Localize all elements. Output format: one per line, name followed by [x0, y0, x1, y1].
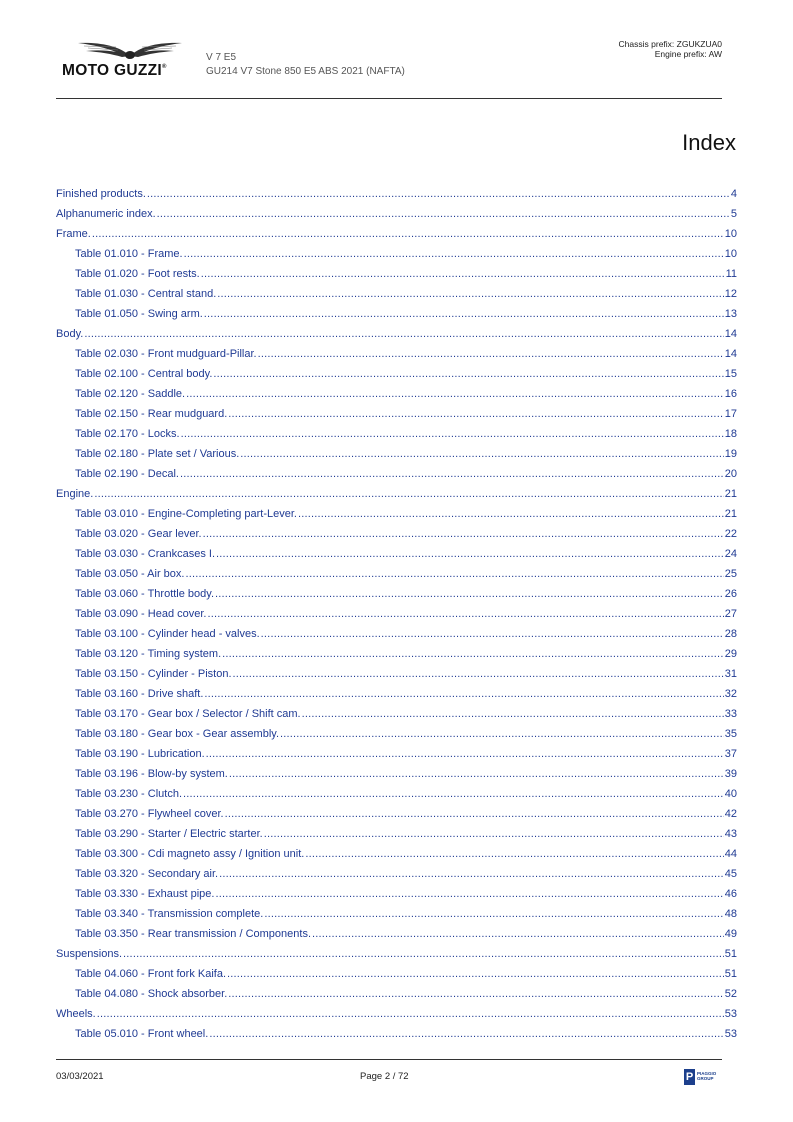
toc-leader-dots [298, 504, 724, 524]
toc-leader-dots [213, 364, 723, 384]
toc-subentry[interactable] [56, 564, 737, 584]
toc-entry[interactable] [56, 1004, 737, 1024]
toc-subentry[interactable] [56, 524, 737, 544]
eagle-wings-icon [76, 38, 184, 60]
toc-subentry[interactable] [56, 604, 737, 624]
toc-subentry[interactable] [56, 624, 737, 644]
model-name: V 7 E5 [206, 52, 237, 63]
footer-divider [56, 1059, 722, 1060]
toc-label[interactable]: Table 03.060 - Throttle body. [75, 588, 215, 600]
toc-subentry[interactable] [56, 1024, 737, 1044]
toc-page-number[interactable]: 14 [724, 328, 737, 340]
toc-page-number[interactable]: 11 [725, 268, 737, 280]
toc-subentry[interactable] [56, 584, 737, 604]
toc-subentry[interactable] [56, 384, 737, 404]
toc-leader-dots [215, 884, 723, 904]
toc-leader-dots [94, 484, 723, 504]
toc-leader-dots [302, 704, 724, 724]
toc-label[interactable]: Table 03.030 - Crankcases I. [75, 548, 216, 560]
toc-label[interactable]: Table 04.060 - Front fork Kaifa. [75, 968, 227, 980]
toc-subentry[interactable] [56, 844, 737, 864]
toc-label[interactable]: Engine. [56, 488, 94, 500]
toc-label[interactable]: Table 03.180 - Gear box - Gear assembly. [75, 728, 280, 740]
toc-page-number[interactable]: 20 [724, 468, 737, 480]
toc-leader-dots [209, 1024, 723, 1044]
toc-page-number[interactable]: 31 [724, 668, 737, 680]
toc-subentry[interactable] [56, 764, 737, 784]
toc-leader-dots [123, 944, 724, 964]
moto-guzzi-logo [62, 38, 198, 82]
toc-page-number[interactable]: 43 [724, 828, 737, 840]
toc-page-number[interactable]: 14 [724, 348, 737, 360]
page-number: Page 2 / 72 [360, 1071, 409, 1082]
toc-leader-dots [84, 324, 723, 344]
page-title: Index [682, 130, 736, 155]
toc-leader-dots [305, 844, 723, 864]
toc-leader-dots [229, 764, 724, 784]
toc-page-number[interactable]: 40 [724, 788, 737, 800]
chassis-prefix: Chassis prefix: ZGUKZUA0 [618, 39, 722, 49]
toc-leader-dots [222, 644, 724, 664]
toc-page-number[interactable]: 16 [724, 388, 737, 400]
piaggio-group-logo [684, 1069, 724, 1087]
toc-subentry[interactable] [56, 284, 737, 304]
toc-subentry[interactable] [56, 544, 737, 564]
toc-page-number[interactable]: 19 [724, 448, 737, 460]
toc-page-number[interactable]: 52 [724, 988, 737, 1000]
toc-label[interactable]: Table 03.320 - Secondary air. [75, 868, 219, 880]
toc-label[interactable]: Table 03.020 - Gear lever. [75, 528, 202, 540]
toc-leader-dots [185, 564, 723, 584]
toc-leader-dots [228, 404, 723, 424]
toc-leader-dots [233, 664, 724, 684]
toc-page-number[interactable]: 53 [724, 1008, 737, 1020]
toc-subentry[interactable] [56, 704, 737, 724]
toc-leader-dots [204, 304, 724, 324]
piaggio-logo-text: PIAGGIO GROUP [697, 1071, 717, 1081]
toc-subentry[interactable] [56, 884, 737, 904]
toc-page-number[interactable]: 44 [724, 848, 737, 860]
toc-page-number[interactable]: 12 [724, 288, 737, 300]
toc-label[interactable]: Table 01.050 - Swing arm. [75, 308, 203, 320]
toc-label[interactable]: Table 04.080 - Shock absorber. [75, 988, 228, 1000]
toc-subentry[interactable] [56, 464, 737, 484]
model-description: GU214 V7 Stone 850 E5 ABS 2021 (NAFTA) [206, 66, 405, 77]
toc-subentry[interactable] [56, 744, 737, 764]
toc-leader-dots [203, 524, 724, 544]
toc-leader-dots [216, 544, 724, 564]
toc-page-number[interactable]: 13 [724, 308, 737, 320]
toc-label[interactable]: Table 05.010 - Front wheel. [75, 1028, 209, 1040]
toc-subentry[interactable] [56, 504, 737, 524]
toc-leader-dots [201, 264, 725, 284]
toc-label[interactable]: Table 02.120 - Saddle. [75, 388, 186, 400]
toc-subentry[interactable] [56, 644, 737, 664]
toc-subentry[interactable] [56, 964, 737, 984]
toc-subentry[interactable] [56, 804, 737, 824]
toc-leader-dots [207, 604, 723, 624]
toc-entry[interactable] [56, 184, 737, 204]
toc-subentry[interactable] [56, 924, 737, 944]
toc-page-number[interactable]: 5 [730, 208, 737, 220]
toc-subentry[interactable] [56, 264, 737, 284]
toc-subentry[interactable] [56, 784, 737, 804]
toc-subentry[interactable] [56, 984, 737, 1004]
toc-leader-dots [280, 724, 724, 744]
toc-page-number[interactable]: 37 [724, 748, 737, 760]
toc-label[interactable]: Table 02.100 - Central body. [75, 368, 213, 380]
toc-label[interactable]: Table 03.150 - Cylinder - Piston. [75, 668, 232, 680]
toc-label[interactable]: Suspensions. [56, 948, 123, 960]
toc-leader-dots [217, 284, 723, 304]
toc-label[interactable]: Table 03.120 - Timing system. [75, 648, 222, 660]
toc-leader-dots [97, 1004, 724, 1024]
toc-label[interactable]: Frame. [56, 228, 91, 240]
toc-page-number[interactable]: 49 [724, 928, 737, 940]
toc-leader-dots [181, 424, 724, 444]
toc-leader-dots [227, 964, 724, 984]
toc-label[interactable]: Table 03.300 - Cdi magneto assy / Ignition unit. [75, 848, 305, 860]
toc-subentry[interactable] [56, 424, 737, 444]
toc-leader-dots [186, 384, 724, 404]
toc-page-number[interactable]: 39 [724, 768, 737, 780]
piaggio-logo-mark: P [685, 1071, 694, 1083]
header-divider [56, 98, 722, 99]
toc-label[interactable]: Table 03.090 - Head cover. [75, 608, 207, 620]
toc-subentry[interactable] [56, 824, 737, 844]
toc-subentry[interactable] [56, 664, 737, 684]
toc-subentry[interactable] [56, 864, 737, 884]
toc-label[interactable]: Table 03.100 - Cylinder head - valves. [75, 628, 260, 640]
toc-subentry[interactable] [56, 364, 737, 384]
toc-label[interactable]: Table 03.170 - Gear box / Selector / Shift cam. [75, 708, 301, 720]
toc-leader-dots [183, 784, 724, 804]
toc-label[interactable]: Table 03.290 - Starter / Electric starter. [75, 828, 263, 840]
toc-label[interactable]: Table 03.340 - Transmission complete. [75, 908, 264, 920]
toc-page-number[interactable]: 21 [724, 508, 737, 520]
toc-label[interactable]: Finished products. [56, 188, 146, 200]
toc-label[interactable]: Table 02.150 - Rear mudguard. [75, 408, 228, 420]
toc-page-number[interactable]: 42 [724, 808, 737, 820]
toc-page-number[interactable]: 32 [724, 688, 737, 700]
toc-leader-dots [219, 864, 724, 884]
toc-label[interactable]: Table 03.230 - Clutch. [75, 788, 183, 800]
toc-page-number[interactable]: 48 [724, 908, 737, 920]
toc-page-number[interactable]: 25 [724, 568, 737, 580]
toc-subentry[interactable] [56, 444, 737, 464]
toc-label[interactable]: Table 03.350 - Rear transmission / Components. [75, 928, 312, 940]
toc-page-number[interactable]: 18 [724, 428, 737, 440]
toc-page-number[interactable]: 10 [724, 248, 737, 260]
toc-label[interactable]: Table 02.180 - Plate set / Various. [75, 448, 240, 460]
toc-label[interactable]: Table 01.030 - Central stand. [75, 288, 217, 300]
toc-leader-dots [180, 464, 724, 484]
toc-leader-dots [261, 624, 724, 644]
toc-label[interactable]: Wheels. [56, 1008, 96, 1020]
toc-leader-dots [215, 584, 724, 604]
footer-date: 03/03/2021 [56, 1071, 104, 1082]
toc-label[interactable]: Table 01.010 - Frame. [75, 248, 183, 260]
toc-entry[interactable] [56, 224, 737, 244]
toc-leader-dots [147, 184, 730, 204]
toc-page-number[interactable]: 4 [730, 188, 737, 200]
toc-page-number[interactable]: 17 [724, 408, 737, 420]
toc-leader-dots [92, 224, 724, 244]
toc-label[interactable]: Table 03.330 - Exhaust pipe. [75, 888, 215, 900]
toc-label[interactable]: Table 03.270 - Flywheel cover. [75, 808, 224, 820]
toc-leader-dots [264, 904, 723, 924]
toc-label[interactable]: Table 03.190 - Lubrication. [75, 748, 205, 760]
toc-label[interactable]: Table 02.170 - Locks. [75, 428, 180, 440]
toc-label[interactable]: Body. [56, 328, 84, 340]
toc-page-number[interactable]: 51 [724, 968, 737, 980]
toc-leader-dots [312, 924, 724, 944]
table-of-contents [56, 184, 737, 1044]
toc-leader-dots [258, 344, 724, 364]
toc-leader-dots [184, 244, 724, 264]
toc-label[interactable]: Alphanumeric index. [56, 208, 156, 220]
toc-leader-dots [206, 744, 724, 764]
toc-leader-dots [204, 684, 723, 704]
toc-subentry[interactable] [56, 404, 737, 424]
toc-subentry[interactable] [56, 684, 737, 704]
toc-leader-dots [225, 804, 724, 824]
brand-wordmark: MOTO GUZZI® [62, 62, 167, 79]
toc-page-number[interactable]: 35 [724, 728, 737, 740]
toc-entry[interactable] [56, 204, 737, 224]
toc-page-number[interactable]: 51 [724, 948, 737, 960]
toc-page-number[interactable]: 46 [724, 888, 737, 900]
toc-page-number[interactable]: 45 [724, 868, 737, 880]
toc-page-number[interactable]: 24 [724, 548, 737, 560]
toc-page-number[interactable]: 29 [724, 648, 737, 660]
engine-prefix: Engine prefix: AW [654, 49, 722, 59]
toc-page-number[interactable]: 22 [724, 528, 737, 540]
toc-page-number[interactable]: 10 [724, 228, 737, 240]
toc-leader-dots [264, 824, 724, 844]
toc-label[interactable]: Table 02.190 - Decal. [75, 468, 179, 480]
toc-page-number[interactable]: 27 [724, 608, 737, 620]
toc-label[interactable]: Table 03.196 - Blow-by system. [75, 768, 228, 780]
toc-label[interactable]: Table 03.160 - Drive shaft. [75, 688, 204, 700]
toc-subentry[interactable] [56, 304, 737, 324]
toc-entry[interactable] [56, 324, 737, 344]
toc-entry[interactable] [56, 944, 737, 964]
toc-page-number[interactable]: 33 [724, 708, 737, 720]
toc-subentry[interactable] [56, 724, 737, 744]
toc-subentry[interactable] [56, 904, 737, 924]
page-header [56, 38, 722, 96]
toc-label[interactable]: Table 01.020 - Foot rests. [75, 268, 200, 280]
toc-page-number[interactable]: 21 [724, 488, 737, 500]
toc-leader-dots [228, 984, 723, 1004]
toc-leader-dots [240, 444, 723, 464]
toc-subentry[interactable] [56, 344, 737, 364]
toc-label[interactable]: Table 02.030 - Front mudguard-Pillar. [75, 348, 257, 360]
toc-leader-dots [157, 204, 730, 224]
toc-subentry[interactable] [56, 244, 737, 264]
toc-page-number[interactable]: 15 [724, 368, 737, 380]
toc-page-number[interactable]: 53 [724, 1028, 737, 1040]
toc-page-number[interactable]: 26 [724, 588, 737, 600]
toc-entry[interactable] [56, 484, 737, 504]
toc-page-number[interactable]: 28 [724, 628, 737, 640]
toc-label[interactable]: Table 03.050 - Air box. [75, 568, 185, 580]
toc-label[interactable]: Table 03.010 - Engine-Completing part-Lever. [75, 508, 297, 520]
